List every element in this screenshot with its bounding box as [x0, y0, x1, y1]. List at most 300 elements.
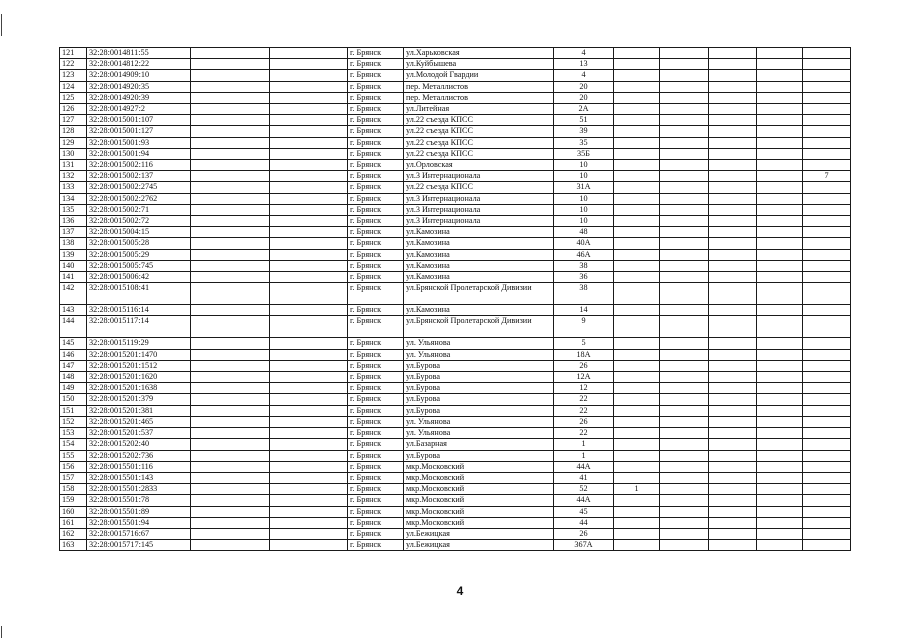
cadastral-registry-table: [59, 47, 851, 551]
cadastral-number-cell: 32:28:0014920:39: [87, 92, 191, 103]
house-number-cell: 10: [554, 204, 614, 215]
empty-cell: [270, 160, 348, 171]
cadastral-number-cell: 32:28:0015201:1470: [87, 349, 191, 360]
row-number-cell: 147: [60, 360, 87, 371]
street-cell: ул.Камозина: [404, 249, 554, 260]
extra-cell: [614, 338, 660, 349]
row-number-cell: 145: [60, 338, 87, 349]
city-cell: г. Брянск: [348, 540, 404, 551]
empty-cell: [270, 216, 348, 227]
street-cell: ул.Бурова: [404, 372, 554, 383]
table-body: [60, 48, 851, 551]
street-cell: ул.22 съезда КПСС: [404, 126, 554, 137]
empty-cell: [270, 238, 348, 249]
table-row: [60, 360, 851, 371]
city-cell: г. Брянск: [348, 394, 404, 405]
cadastral-number-cell: 32:28:0015201:1620: [87, 372, 191, 383]
cadastral-number-cell: 32:28:0014927:2: [87, 104, 191, 115]
empty-cell: [757, 171, 803, 182]
table-row: [60, 148, 851, 159]
house-number-cell: 10: [554, 160, 614, 171]
empty-cell: [757, 283, 803, 305]
empty-cell: [757, 272, 803, 283]
extra-cell: [614, 506, 660, 517]
street-cell: ул. Ульянова: [404, 428, 554, 439]
extra-cell: [709, 104, 757, 115]
extra-cell: [660, 104, 709, 115]
table-row: [60, 216, 851, 227]
empty-cell: [191, 48, 270, 59]
cadastral-number-cell: 32:28:0015005:29: [87, 249, 191, 260]
row-number-cell: 133: [60, 182, 87, 193]
row-number-cell: 122: [60, 59, 87, 70]
street-cell: ул.Орловская: [404, 160, 554, 171]
house-number-cell: 4: [554, 48, 614, 59]
extra-cell: [614, 227, 660, 238]
street-cell: мкр.Московский: [404, 484, 554, 495]
extra-cell: [709, 439, 757, 450]
empty-cell: [270, 528, 348, 539]
cadastral-number-cell: 32:28:0015002:137: [87, 171, 191, 182]
extra-cell: [709, 372, 757, 383]
extra-cell: [709, 416, 757, 427]
house-number-cell: 48: [554, 227, 614, 238]
extra-cell: [709, 450, 757, 461]
extra-cell: [803, 160, 851, 171]
row-number-cell: 134: [60, 193, 87, 204]
table-row: [60, 472, 851, 483]
city-cell: г. Брянск: [348, 160, 404, 171]
cadastral-number-cell: 32:28:0015001:107: [87, 115, 191, 126]
street-cell: ул.Литейная: [404, 104, 554, 115]
empty-cell: [191, 338, 270, 349]
extra-cell: [660, 506, 709, 517]
empty-cell: [270, 126, 348, 137]
house-number-cell: 10: [554, 216, 614, 227]
city-cell: г. Брянск: [348, 81, 404, 92]
extra-cell: [614, 104, 660, 115]
empty-cell: [757, 461, 803, 472]
row-number-cell: 146: [60, 349, 87, 360]
city-cell: г. Брянск: [348, 193, 404, 204]
extra-cell: [614, 450, 660, 461]
extra-cell: [709, 349, 757, 360]
table-row: [60, 283, 851, 305]
extra-cell: [660, 528, 709, 539]
extra-cell: [660, 81, 709, 92]
empty-cell: [757, 428, 803, 439]
cadastral-number-cell: 32:28:0015002:2745: [87, 182, 191, 193]
empty-cell: [270, 372, 348, 383]
extra-cell: [614, 272, 660, 283]
extra-cell: [660, 349, 709, 360]
extra-cell: [803, 372, 851, 383]
row-number-cell: 162: [60, 528, 87, 539]
house-number-cell: 13: [554, 59, 614, 70]
extra-cell: [803, 126, 851, 137]
extra-cell: [803, 272, 851, 283]
city-cell: г. Брянск: [348, 484, 404, 495]
extra-cell: [614, 283, 660, 305]
empty-cell: [270, 416, 348, 427]
row-number-cell: 155: [60, 450, 87, 461]
row-number-cell: 149: [60, 383, 87, 394]
city-cell: г. Брянск: [348, 405, 404, 416]
empty-cell: [191, 394, 270, 405]
extra-cell: [614, 416, 660, 427]
extra-cell: 1: [614, 484, 660, 495]
empty-cell: [191, 472, 270, 483]
extra-cell: [803, 416, 851, 427]
house-number-cell: 12: [554, 383, 614, 394]
extra-cell: [614, 48, 660, 59]
house-number-cell: 46А: [554, 249, 614, 260]
extra-cell: [803, 316, 851, 338]
house-number-cell: 1: [554, 450, 614, 461]
table-row: [60, 126, 851, 137]
row-number-cell: 139: [60, 249, 87, 260]
street-cell: мкр.Московский: [404, 517, 554, 528]
cadastral-number-cell: 32:28:0015201:537: [87, 428, 191, 439]
extra-cell: [709, 461, 757, 472]
house-number-cell: 367А: [554, 540, 614, 551]
house-number-cell: 40А: [554, 238, 614, 249]
empty-cell: [191, 305, 270, 316]
row-number-cell: 137: [60, 227, 87, 238]
empty-cell: [270, 249, 348, 260]
extra-cell: [803, 405, 851, 416]
city-cell: г. Брянск: [348, 59, 404, 70]
house-number-cell: 51: [554, 115, 614, 126]
extra-cell: [709, 193, 757, 204]
cadastral-number-cell: 32:28:0015202:736: [87, 450, 191, 461]
cadastral-number-cell: 32:28:0015108:41: [87, 283, 191, 305]
house-number-cell: 12А: [554, 372, 614, 383]
city-cell: г. Брянск: [348, 428, 404, 439]
empty-cell: [757, 484, 803, 495]
extra-cell: [709, 59, 757, 70]
extra-cell: [614, 428, 660, 439]
extra-cell: [660, 193, 709, 204]
extra-cell: [709, 81, 757, 92]
empty-cell: [191, 59, 270, 70]
extra-cell: [660, 182, 709, 193]
extra-cell: [660, 160, 709, 171]
cadastral-number-cell: 32:28:0015501:89: [87, 506, 191, 517]
row-number-cell: 135: [60, 204, 87, 215]
table-row: [60, 59, 851, 70]
table-row: [60, 182, 851, 193]
extra-cell: [709, 316, 757, 338]
empty-cell: [757, 372, 803, 383]
extra-cell: [803, 439, 851, 450]
city-cell: г. Брянск: [348, 305, 404, 316]
city-cell: г. Брянск: [348, 92, 404, 103]
street-cell: ул.Бурова: [404, 394, 554, 405]
street-cell: ул.Камозина: [404, 272, 554, 283]
empty-cell: [191, 238, 270, 249]
house-number-cell: 44: [554, 517, 614, 528]
empty-cell: [757, 216, 803, 227]
row-number-cell: 127: [60, 115, 87, 126]
extra-cell: [660, 204, 709, 215]
extra-cell: [803, 204, 851, 215]
house-number-cell: 44А: [554, 461, 614, 472]
extra-cell: [803, 182, 851, 193]
empty-cell: [270, 227, 348, 238]
extra-cell: [614, 115, 660, 126]
empty-cell: [270, 305, 348, 316]
extra-cell: [709, 148, 757, 159]
street-cell: ул.Бежицкая: [404, 528, 554, 539]
extra-cell: [660, 540, 709, 551]
street-cell: ул.3 Интернационала: [404, 204, 554, 215]
row-number-cell: 160: [60, 506, 87, 517]
extra-cell: [709, 171, 757, 182]
empty-cell: [757, 495, 803, 506]
house-number-cell: 10: [554, 171, 614, 182]
empty-cell: [270, 439, 348, 450]
house-number-cell: 18А: [554, 349, 614, 360]
house-number-cell: 45: [554, 506, 614, 517]
house-number-cell: 22: [554, 405, 614, 416]
city-cell: г. Брянск: [348, 439, 404, 450]
extra-cell: [614, 495, 660, 506]
city-cell: г. Брянск: [348, 383, 404, 394]
empty-cell: [757, 517, 803, 528]
empty-cell: [191, 260, 270, 271]
table-row: [60, 104, 851, 115]
row-number-cell: 130: [60, 148, 87, 159]
empty-cell: [270, 272, 348, 283]
empty-cell: [191, 193, 270, 204]
empty-cell: [191, 160, 270, 171]
cadastral-number-cell: 32:28:0015501:78: [87, 495, 191, 506]
empty-cell: [757, 59, 803, 70]
row-number-cell: 154: [60, 439, 87, 450]
extra-cell: [660, 227, 709, 238]
house-number-cell: 2А: [554, 104, 614, 115]
empty-cell: [270, 540, 348, 551]
street-cell: пер. Металлистов: [404, 81, 554, 92]
street-cell: мкр.Московский: [404, 506, 554, 517]
city-cell: г. Брянск: [348, 216, 404, 227]
city-cell: г. Брянск: [348, 204, 404, 215]
empty-cell: [270, 517, 348, 528]
cadastral-number-cell: 32:28:0015201:379: [87, 394, 191, 405]
empty-cell: [191, 416, 270, 427]
table-row: [60, 439, 851, 450]
extra-cell: [660, 148, 709, 159]
table-row: [60, 227, 851, 238]
extra-cell: [803, 260, 851, 271]
extra-cell: [803, 517, 851, 528]
house-number-cell: 1: [554, 439, 614, 450]
extra-cell: [660, 461, 709, 472]
city-cell: г. Брянск: [348, 272, 404, 283]
cadastral-number-cell: 32:28:0015501:116: [87, 461, 191, 472]
city-cell: г. Брянск: [348, 360, 404, 371]
table-row: [60, 137, 851, 148]
cadastral-number-cell: 32:28:0015005:28: [87, 238, 191, 249]
street-cell: ул.3 Интернационала: [404, 171, 554, 182]
row-number-cell: 131: [60, 160, 87, 171]
extra-cell: [803, 360, 851, 371]
empty-cell: [757, 137, 803, 148]
house-number-cell: 26: [554, 416, 614, 427]
empty-cell: [191, 540, 270, 551]
city-cell: г. Брянск: [348, 316, 404, 338]
extra-cell: [660, 171, 709, 182]
extra-cell: [660, 216, 709, 227]
table-row: [60, 249, 851, 260]
extra-cell: [660, 272, 709, 283]
extra-cell: [803, 216, 851, 227]
extra-cell: [614, 182, 660, 193]
extra-cell: [709, 283, 757, 305]
city-cell: г. Брянск: [348, 517, 404, 528]
cadastral-number-cell: 32:28:0015119:29: [87, 338, 191, 349]
empty-cell: [757, 383, 803, 394]
empty-cell: [757, 472, 803, 483]
extra-cell: [803, 349, 851, 360]
extra-cell: [614, 92, 660, 103]
empty-cell: [270, 48, 348, 59]
extra-cell: [660, 517, 709, 528]
street-cell: ул.Брянской Пролетарской Дивизии: [404, 283, 554, 305]
city-cell: г. Брянск: [348, 495, 404, 506]
empty-cell: [191, 461, 270, 472]
extra-cell: [709, 528, 757, 539]
empty-cell: [270, 115, 348, 126]
extra-cell: [803, 506, 851, 517]
house-number-cell: 38: [554, 283, 614, 305]
street-cell: ул.Бурова: [404, 405, 554, 416]
house-number-cell: 5: [554, 338, 614, 349]
empty-cell: [270, 405, 348, 416]
table-row: [60, 70, 851, 81]
house-number-cell: 36: [554, 272, 614, 283]
extra-cell: [709, 495, 757, 506]
table-row: [60, 92, 851, 103]
city-cell: г. Брянск: [348, 171, 404, 182]
empty-cell: [757, 349, 803, 360]
extra-cell: [614, 316, 660, 338]
extra-cell: [660, 428, 709, 439]
city-cell: г. Брянск: [348, 260, 404, 271]
row-number-cell: 125: [60, 92, 87, 103]
empty-cell: [270, 461, 348, 472]
empty-cell: [270, 104, 348, 115]
extra-cell: [660, 238, 709, 249]
street-cell: ул.22 съезда КПСС: [404, 148, 554, 159]
table-row: [60, 528, 851, 539]
empty-cell: [191, 171, 270, 182]
house-number-cell: 44А: [554, 495, 614, 506]
extra-cell: [614, 439, 660, 450]
extra-cell: [709, 540, 757, 551]
empty-cell: [270, 182, 348, 193]
cadastral-number-cell: 32:28:0015201:1512: [87, 360, 191, 371]
extra-cell: [709, 472, 757, 483]
extra-cell: [803, 115, 851, 126]
empty-cell: [757, 249, 803, 260]
empty-cell: [270, 59, 348, 70]
house-number-cell: 9: [554, 316, 614, 338]
cadastral-number-cell: 32:28:0015201:381: [87, 405, 191, 416]
extra-cell: [614, 216, 660, 227]
city-cell: г. Брянск: [348, 104, 404, 115]
row-number-cell: 159: [60, 495, 87, 506]
extra-cell: [709, 260, 757, 271]
street-cell: ул. Ульянова: [404, 416, 554, 427]
empty-cell: [191, 316, 270, 338]
city-cell: г. Брянск: [348, 372, 404, 383]
empty-cell: [191, 495, 270, 506]
house-number-cell: 31А: [554, 182, 614, 193]
table-row: [60, 383, 851, 394]
house-number-cell: 26: [554, 528, 614, 539]
empty-cell: [191, 92, 270, 103]
house-number-cell: 52: [554, 484, 614, 495]
street-cell: ул.Бурова: [404, 360, 554, 371]
city-cell: г. Брянск: [348, 182, 404, 193]
empty-cell: [270, 260, 348, 271]
empty-cell: [270, 383, 348, 394]
street-cell: ул.22 съезда КПСС: [404, 182, 554, 193]
extra-cell: [709, 216, 757, 227]
extra-cell: [614, 160, 660, 171]
extra-cell: [660, 305, 709, 316]
extra-cell: [709, 115, 757, 126]
extra-cell: [614, 137, 660, 148]
city-cell: г. Брянск: [348, 472, 404, 483]
extra-cell: [709, 383, 757, 394]
house-number-cell: 22: [554, 428, 614, 439]
extra-cell: [614, 249, 660, 260]
street-cell: ул.Камозина: [404, 260, 554, 271]
empty-cell: [191, 349, 270, 360]
scan-edge-mark: [1, 626, 2, 638]
street-cell: ул.Камозина: [404, 305, 554, 316]
cadastral-number-cell: 32:28:0014909:10: [87, 70, 191, 81]
row-number-cell: 128: [60, 126, 87, 137]
empty-cell: [270, 148, 348, 159]
empty-cell: [757, 360, 803, 371]
house-number-cell: 20: [554, 81, 614, 92]
empty-cell: [270, 137, 348, 148]
extra-cell: [709, 92, 757, 103]
extra-cell: [803, 428, 851, 439]
house-number-cell: 38: [554, 260, 614, 271]
street-cell: мкр.Московский: [404, 472, 554, 483]
cadastral-number-cell: 32:28:0015717:145: [87, 540, 191, 551]
table-row: [60, 193, 851, 204]
extra-cell: [614, 70, 660, 81]
extra-cell: [660, 439, 709, 450]
extra-cell: [709, 272, 757, 283]
empty-cell: [191, 428, 270, 439]
extra-cell: [709, 506, 757, 517]
scan-edge-mark: [1, 14, 2, 36]
extra-cell: [709, 48, 757, 59]
row-number-cell: 150: [60, 394, 87, 405]
row-number-cell: 144: [60, 316, 87, 338]
cadastral-number-cell: 32:28:0015001:93: [87, 137, 191, 148]
extra-cell: [660, 405, 709, 416]
cadastral-number-cell: 32:28:0015002:72: [87, 216, 191, 227]
extra-cell: [803, 70, 851, 81]
